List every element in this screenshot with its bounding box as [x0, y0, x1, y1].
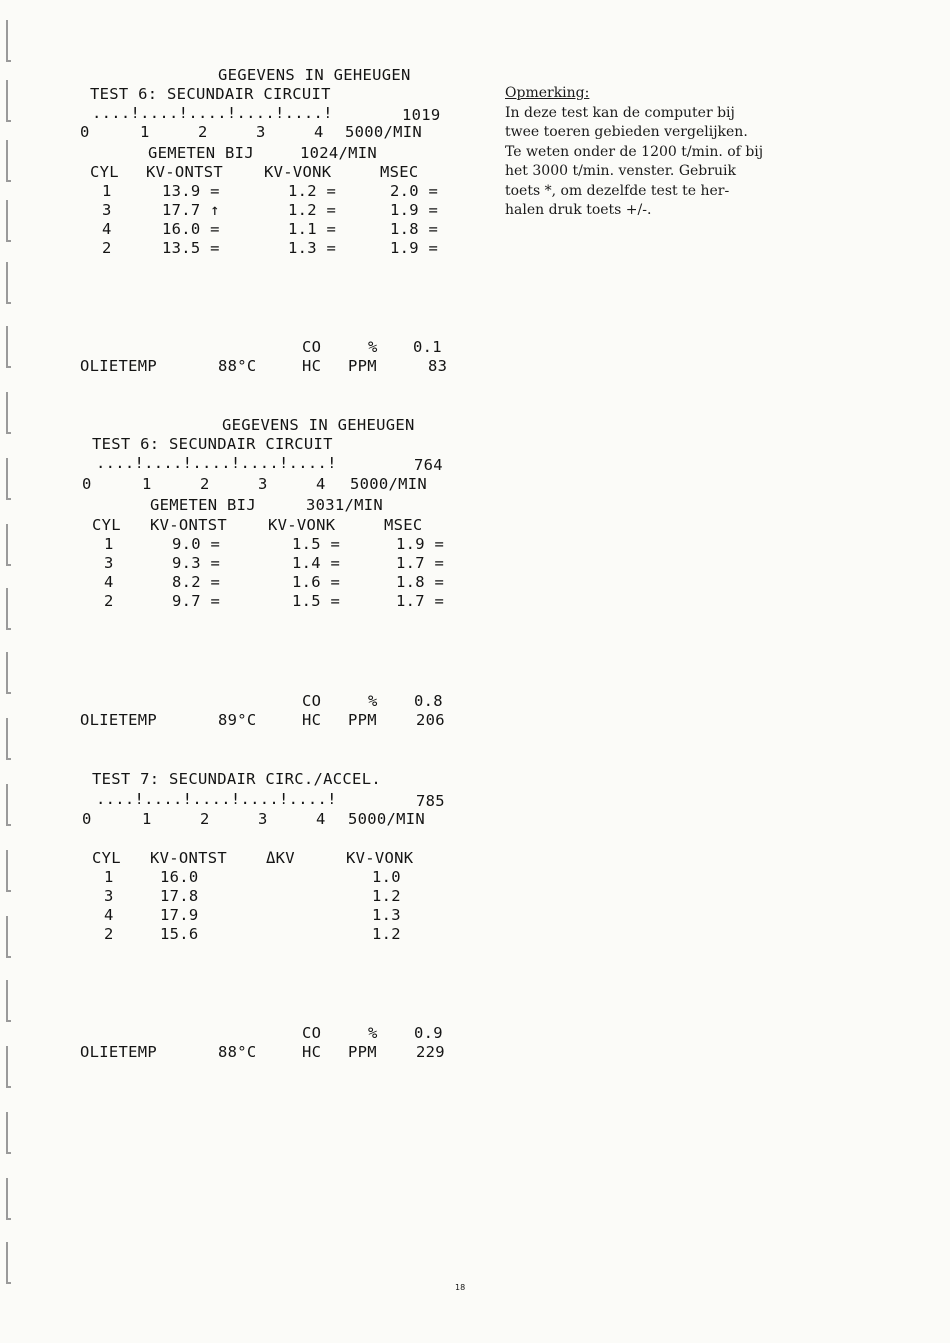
- rpm-reading: 1019: [402, 106, 441, 124]
- cell-kv-vonk: 1.4 =: [292, 554, 341, 572]
- cell-kv-vonk: 1.2 =: [288, 182, 337, 200]
- ppm-label: PPM: [348, 1043, 377, 1061]
- col-kv-vonk: KV-VONK: [264, 163, 332, 181]
- cell-msec: 1.8 =: [390, 220, 439, 238]
- cell-cyl: 1: [104, 535, 114, 553]
- cell-cyl: 3: [104, 887, 114, 905]
- co-value: 0.8: [414, 692, 443, 710]
- oil-temp-value: 88°C: [218, 357, 257, 375]
- percent-label: %: [368, 692, 378, 710]
- rpm-reading: 764: [414, 456, 443, 474]
- cell-kv-ontst: 17.8: [160, 887, 199, 905]
- cell-kv-vonk: 1.2: [372, 925, 401, 943]
- col-delta-kv: ΔKV: [266, 849, 295, 867]
- cell-kv-ontst: 9.7 =: [172, 592, 221, 610]
- co-value: 0.1: [413, 338, 442, 356]
- cell-msec: 1.9 =: [390, 201, 439, 219]
- hc-value: 206: [416, 711, 445, 729]
- oil-temp-label: OLIETEMP: [80, 711, 158, 729]
- col-cyl: CYL: [92, 516, 121, 534]
- col-kv-ontst: KV-ONTST: [146, 163, 224, 181]
- scale-label-3: 3: [258, 810, 268, 828]
- scale-label-4: 4: [314, 123, 324, 141]
- percent-label: %: [368, 338, 378, 356]
- remark-note: [505, 84, 865, 221]
- oil-temp-label: OLIETEMP: [80, 357, 158, 375]
- test-title: TEST 6: SECUNDAIR CIRCUIT: [92, 435, 333, 453]
- cell-kv-vonk: 1.1 =: [288, 220, 337, 238]
- scale-label-2: 2: [198, 123, 208, 141]
- scale-label-3: 3: [256, 123, 266, 141]
- cell-kv-ontst: 16.0: [160, 868, 199, 886]
- co-label: CO: [302, 692, 322, 710]
- scale-label-1: 1: [142, 810, 152, 828]
- cell-cyl: 2: [102, 239, 112, 257]
- cell-kv-vonk: 1.3 =: [288, 239, 337, 257]
- cell-kv-ontst: 17.7 ↑: [162, 201, 220, 219]
- scale-label-1: 1: [142, 475, 152, 493]
- measured-label: GEMETEN BIJ: [150, 496, 256, 514]
- oil-temp-label: OLIETEMP: [80, 1043, 158, 1061]
- co-label: CO: [302, 1024, 322, 1042]
- col-kv-ontst: KV-ONTST: [150, 516, 228, 534]
- hc-label: HC: [302, 711, 322, 729]
- rpm-scale: ....!....!....!....!....!: [96, 790, 337, 808]
- cell-cyl: 4: [104, 906, 114, 924]
- cell-msec: 1.9 =: [396, 535, 445, 553]
- hc-value: 229: [416, 1043, 445, 1061]
- cell-kv-vonk: 1.6 =: [292, 573, 341, 591]
- memory-header: GEGEVENS IN GEHEUGEN: [218, 66, 411, 84]
- cell-msec: 2.0 =: [390, 182, 439, 200]
- col-cyl: CYL: [92, 849, 121, 867]
- scale-label-2: 2: [200, 475, 210, 493]
- oil-temp-value: 89°C: [218, 711, 257, 729]
- hc-value: 83: [428, 357, 448, 375]
- col-msec: MSEC: [380, 163, 419, 181]
- rpm-reading: 785: [416, 792, 445, 810]
- cell-kv-ontst: 9.0 =: [172, 535, 221, 553]
- scale-label-0: 0: [82, 810, 92, 828]
- remark-title: Opmerking:: [505, 85, 590, 101]
- cell-kv-vonk: 1.3: [372, 906, 401, 924]
- cell-msec: 1.9 =: [390, 239, 439, 257]
- hc-label: HC: [302, 357, 322, 375]
- percent-label: %: [368, 1024, 378, 1042]
- measured-label: GEMETEN BIJ: [148, 144, 254, 162]
- hc-label: HC: [302, 1043, 322, 1061]
- cell-cyl: 3: [102, 201, 112, 219]
- cell-kv-ontst: 13.9 =: [162, 182, 220, 200]
- cell-kv-ontst: 16.0 =: [162, 220, 220, 238]
- cell-kv-vonk: 1.2: [372, 887, 401, 905]
- scale-label-max: 5000/MIN: [348, 810, 426, 828]
- page-number: 18: [455, 1283, 466, 1292]
- oil-temp-value: 88°C: [218, 1043, 257, 1061]
- scale-label-0: 0: [82, 475, 92, 493]
- cell-cyl: 1: [104, 868, 114, 886]
- cell-cyl: 2: [104, 592, 114, 610]
- scale-label-1: 1: [140, 123, 150, 141]
- scale-label-3: 3: [258, 475, 268, 493]
- cell-kv-vonk: 1.0: [372, 868, 401, 886]
- scale-label-4: 4: [316, 475, 326, 493]
- cell-cyl: 3: [104, 554, 114, 572]
- cell-kv-ontst: 13.5 =: [162, 239, 220, 257]
- co-label: CO: [302, 338, 322, 356]
- scale-label-max: 5000/MIN: [345, 123, 423, 141]
- cell-kv-vonk: 1.2 =: [288, 201, 337, 219]
- test-title: TEST 6: SECUNDAIR CIRCUIT: [90, 85, 331, 103]
- cell-cyl: 2: [104, 925, 114, 943]
- co-value: 0.9: [414, 1024, 443, 1042]
- scale-label-4: 4: [316, 810, 326, 828]
- measured-rpm: 1024/MIN: [300, 144, 378, 162]
- col-msec: MSEC: [384, 516, 423, 534]
- rpm-scale: ....!....!....!....!....!: [96, 454, 337, 472]
- rpm-scale: ....!....!....!....!....!: [92, 104, 333, 122]
- scale-label-0: 0: [80, 123, 90, 141]
- cell-kv-ontst: 15.6: [160, 925, 199, 943]
- cell-cyl: 4: [102, 220, 112, 238]
- cell-kv-vonk: 1.5 =: [292, 592, 341, 610]
- cell-kv-ontst: 8.2 =: [172, 573, 221, 591]
- cell-cyl: 1: [102, 182, 112, 200]
- remark-text: In deze test kan de computer bij twee toeren gebieden vergelijken. Te weten onder de 1200 t/min. of bij het 3000 t/min. venster. Gebruik toets *, om dezelfde test te her- halen druk toets +/-.: [505, 104, 764, 218]
- ppm-label: PPM: [348, 711, 377, 729]
- col-kv-ontst: KV-ONTST: [150, 849, 228, 867]
- measured-rpm: 3031/MIN: [306, 496, 384, 514]
- scale-label-max: 5000/MIN: [350, 475, 428, 493]
- ppm-label: PPM: [348, 357, 377, 375]
- col-kv-vonk: KV-VONK: [268, 516, 336, 534]
- cell-msec: 1.7 =: [396, 592, 445, 610]
- test-title: TEST 7: SECUNDAIR CIRC./ACCEL.: [92, 770, 381, 788]
- col-cyl: CYL: [90, 163, 119, 181]
- memory-header: GEGEVENS IN GEHEUGEN: [222, 416, 415, 434]
- scale-label-2: 2: [200, 810, 210, 828]
- cell-kv-ontst: 9.3 =: [172, 554, 221, 572]
- cell-kv-vonk: 1.5 =: [292, 535, 341, 553]
- col-kv-vonk: KV-VONK: [346, 849, 414, 867]
- binding-marks: [0, 0, 30, 1343]
- cell-msec: 1.7 =: [396, 554, 445, 572]
- cell-cyl: 4: [104, 573, 114, 591]
- cell-kv-ontst: 17.9: [160, 906, 199, 924]
- cell-msec: 1.8 =: [396, 573, 445, 591]
